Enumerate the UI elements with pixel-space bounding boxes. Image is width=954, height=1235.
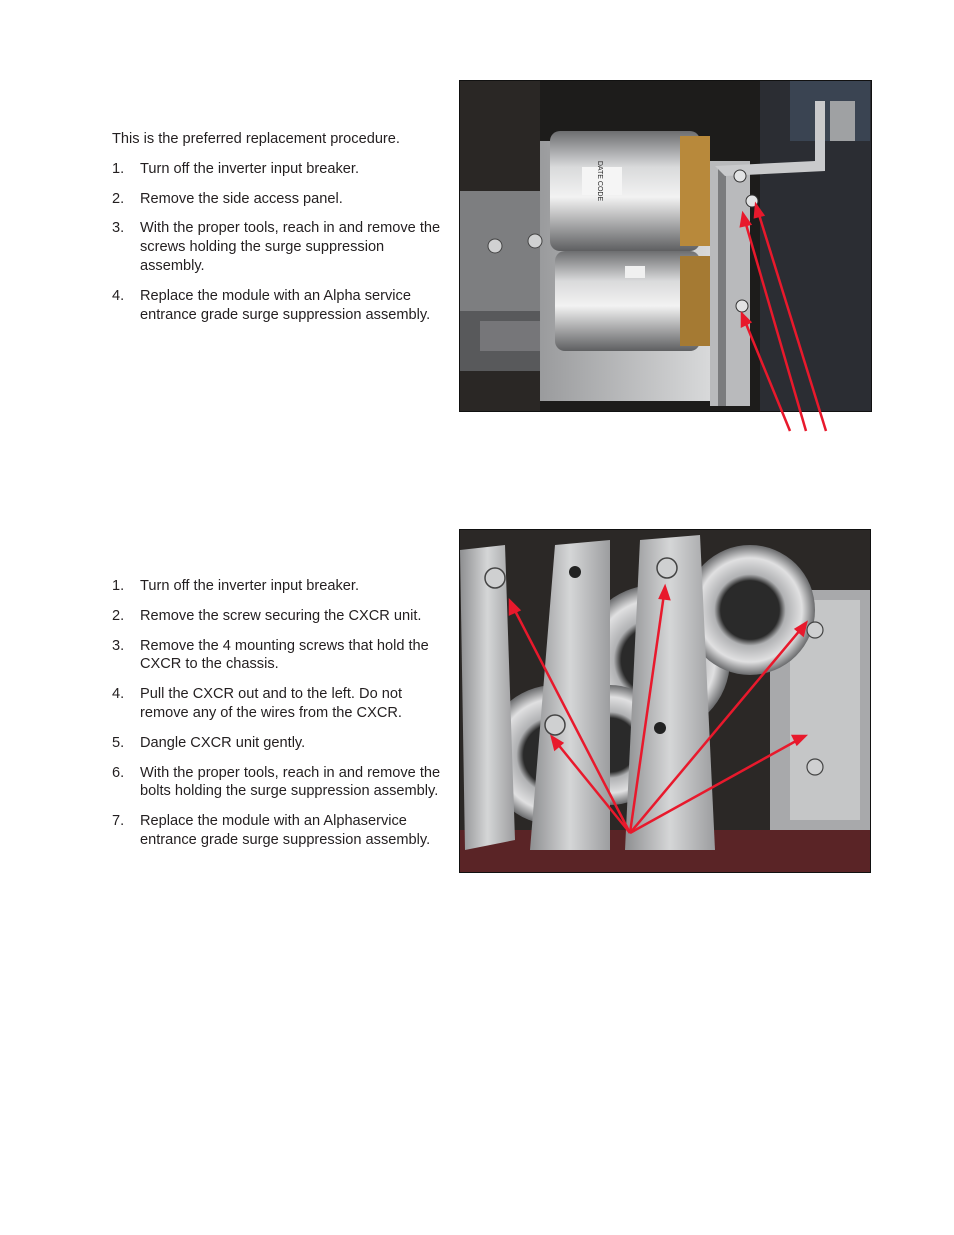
step-number: 6.: [112, 764, 125, 781]
surge-assembly-photo: [459, 80, 872, 412]
procedure-2: [112, 577, 442, 861]
step-text: Remove the screw securing the CXCR unit.: [140, 607, 422, 624]
list-item: [112, 764, 442, 802]
steps-list-2: [112, 577, 442, 850]
callout-arrows-1: [730, 181, 850, 541]
list-item: [112, 607, 442, 626]
list-item: [112, 734, 442, 753]
procedure-1: [112, 130, 442, 335]
date-code-label: DATE CODE: [596, 160, 603, 202]
step-number: 7.: [112, 813, 125, 830]
list-item: [112, 190, 442, 209]
step-text: Pull the CXCR out and to the left. Do not remove any of the wires from the CXCR.: [140, 686, 403, 721]
step-text: With the proper tools, reach in and remove the bolts holding the surge suppression assembly.: [140, 764, 441, 800]
step-text: Replace the module with an Alpha service entrance grade surge suppression assembly.: [140, 287, 431, 323]
step-text: Replace the module with an Alphaservice entrance grade surge suppression assembly.: [140, 813, 431, 848]
intro-text: This is the preferred replacement procedure.: [112, 131, 400, 147]
steps-list-1: [112, 160, 442, 325]
step-text: Turn off the inverter input breaker.: [140, 578, 360, 594]
callout-arrows-2: [460, 530, 870, 872]
step-number: 4.: [112, 686, 125, 703]
step-text: Remove the side access panel.: [140, 190, 343, 207]
step-number: 3.: [112, 637, 125, 654]
step-number: 2.: [112, 190, 125, 207]
list-item: [112, 577, 442, 596]
step-number: 1.: [112, 578, 125, 594]
list-item: [112, 685, 442, 723]
step-number: 1.: [112, 160, 125, 177]
list-item: [112, 637, 442, 675]
step-text: Dangle CXCR unit gently.: [140, 734, 306, 751]
step-number: 5.: [112, 734, 125, 751]
step-text: With the proper tools, reach in and remove the screws holding the surge suppression assembly.: [140, 220, 441, 274]
list-item: [112, 812, 442, 850]
step-number: 2.: [112, 607, 125, 624]
step-number: 3.: [112, 220, 125, 237]
cxcr-bolts-photo: [459, 529, 871, 873]
list-item: [112, 219, 442, 275]
list-item: [112, 287, 442, 325]
list-item: [112, 160, 442, 179]
step-number: 4.: [112, 287, 125, 304]
step-text: Remove the 4 mounting screws that hold the CXCR to the chassis.: [140, 637, 429, 673]
step-text: Turn off the inverter input breaker.: [140, 160, 360, 177]
